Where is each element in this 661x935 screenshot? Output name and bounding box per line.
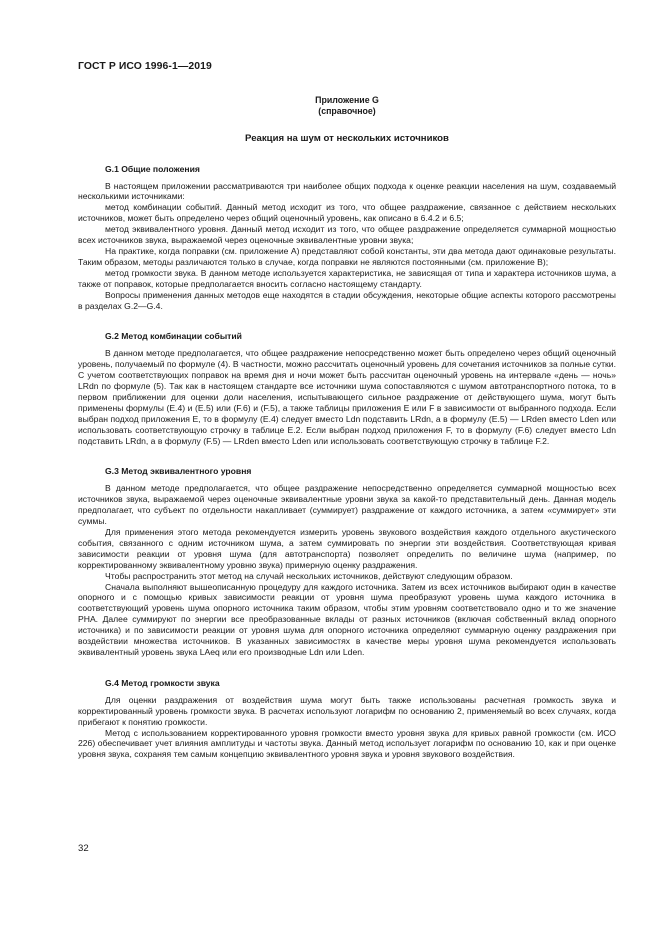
- paragraph: Сначала выполняют вышеописанную процедуру для каждого источника. Затем из всех источников выбирают один в качестве опорного и с помощью кривых зависимости реакции от уровня шума преобразуют уровень шума каждого источника в соответствующий уровень шума опорного источника таким образом, чтобы этим уровням соответствовало одно и то же значение PHA. Далее суммируют по энергии все преобразованные вклады от разных источников (включая собственный вклад опорного источника) и по зависимости реакции от уровня шума для опорного источника определяют суммарную оценку раздражения при воздействии множества источников. В указанных зависимостях в качестве меры уровня шума рекомендуется использовать эквивалентный уровень звука LAeq или его производные Ldn или Lden.: [78, 581, 616, 657]
- section-title: G.4 Метод громкости звука: [105, 677, 220, 688]
- annex-type: (справочное): [318, 106, 376, 117]
- section-title: G.3 Метод эквивалентного уровня: [105, 466, 252, 477]
- annex-title: Реакция на шум от нескольких источников: [245, 132, 449, 144]
- page-number: 32: [78, 843, 89, 854]
- annex-label: Приложение G: [315, 94, 379, 105]
- paragraph: метод эквивалентного уровня. Данный метод исходит из того, что общее раздражение определяется суммарной мощностью всех источников звука, выражаемой через оценочные эквивалентные уровни звука;: [78, 224, 616, 246]
- paragraph: Чтобы распространить этот метод на случай нескольких источников, действуют следующим образом.: [105, 570, 513, 581]
- paragraph: Для применения этого метода рекомендуется измерить уровень звукового воздействия каждого отдельного акустического события, связанного с одним источником шума, а затем суммировать по энергии эти воздействия. Соответствующая кривая зависимости реакции от уровня шума (для автотранспорта) позволяет определить по величине шума (например, по корректированному эквивалентному уровню звука) примерную оценку раздражения.: [78, 527, 616, 570]
- document-page: [78, 62, 616, 760]
- paragraph: метод комбинации событий. Данный метод исходит из того, что общее раздражение, связанное с действием нескольких источников, может быть определено через общий оценочный уровень, как описано в 6.4.2 и 6.5;: [78, 202, 616, 224]
- section-title: G.2 Метод комбинации событий: [105, 331, 242, 342]
- paragraph: На практике, когда поправки (см. приложение А) представляют собой константы, эти два метода дают одинаковые результаты. Таким образом, методы различаются только в случае, когда поправки не являются постоянными (см. приложение В);: [78, 245, 616, 267]
- paragraph: В данном методе предполагается, что общее раздражение непосредственно определяется суммарной мощностью всех источников звука, выражаемой через оценочные эквивалентные уровни звука за какой-то представительный день. Данная модель предполагает, что субъект по отдельности накапливает (суммирует) раздражение от каждого источника, а затем «суммирует» эти суммы.: [78, 483, 616, 527]
- section-title: G.1 Общие положения: [105, 163, 200, 174]
- paragraph: Вопросы применения данных методов еще находятся в стадии обсуждения, некоторые общие аспекты которого рассмотрены в разделах G.2—G.4.: [78, 289, 616, 311]
- paragraph: Метод с использованием корректированного уровня громкости вместо уровня звука для кривых равной громкости (см. ИСО 226) обеспечивает учет влияния амплитуды и частоты звука. Данный метод использует логарифм по основанию 10, как и при оценке уровня звука, сохраняя тем самым концепцию эквивалентного уровня звука и уровня звукового воздействия.: [78, 727, 616, 760]
- document-header: ГОСТ Р ИСО 1996-1—2019: [78, 61, 212, 72]
- paragraph: В данном методе предполагается, что общее раздражение непосредственно может быть определено через общий оценочный уровень, получаемый по формуле (4). В частности, можно рассчитать оценочный уровень для сочетания источников за полные сутки. С учетом соответствующих поправок на время дня и ночи может быть рассчитан оценочный уровень на интервале «день — ночь» LRdn по формуле (5). Так как в настоящем стандарте все источники шума сопоставляются с шумом автотранспортного потока, то в первом приближении для оценки доли населения, испытывающего сильное раздражение от действующего шума, могут быть применены формулы (Е.4) и (Е.5) или (F.6) и (F.5), а также таблицы приложения Е или F в зависимости от выбранного подхода. Если выбран подход приложения Е, то в формулу (Е.4) следует вместо Ldn подставить LRdn, а в формулу (Е.5) — LRden вместо Lden или использовать соответствующую строчку в таблице Е.2. Если выбран подход приложения F, то в формулу (F.6) следует вместо Ldn подставить LRdn, а в формулу (F.5) — LRden вместо Lden или использовать соответствующую строчку в таблице F.2.: [78, 348, 616, 446]
- paragraph: метод громкости звука. В данном методе используется характеристика, не зависящая от типа и характера источников шума, а также от поправок, которые предполагается вносить согласно настоящему стандарту.: [78, 267, 616, 289]
- annex-heading: [78, 95, 616, 118]
- paragraph: Для оценки раздражения от воздействия шума могут быть также использованы расчетная громкость звука и корректированный уровень громкости звука. В расчетах используют логарифм по основанию 2, применяемый во всех случаях, когда прибегают к понятию громкости.: [78, 694, 616, 727]
- paragraph: В настоящем приложении рассматриваются три наиболее общих подхода к оценке реакции населения на шум, создаваемый несколькими источниками:: [78, 180, 616, 202]
